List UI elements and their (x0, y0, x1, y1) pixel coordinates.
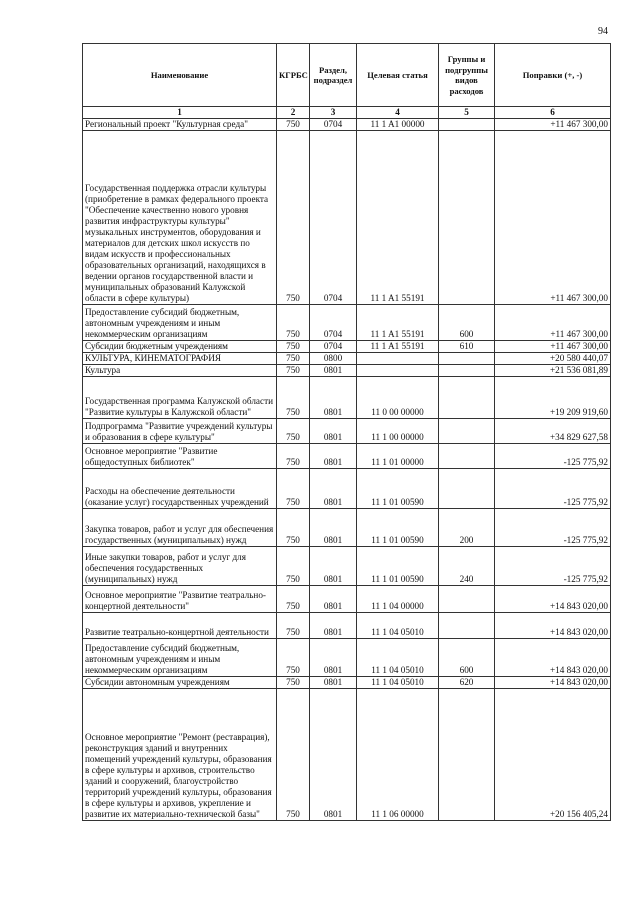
row-name: Иные закупки товаров, работ и услуг для обеспечения государственных (муниципальных) нужд (83, 547, 277, 586)
row-kgrbs: 750 (277, 365, 310, 377)
row-name: Региональный проект "Культурная среда" (83, 119, 277, 131)
header-name: Наименование (83, 44, 277, 107)
row-section: 0704 (310, 131, 357, 305)
row-target: 11 1 04 05010 (357, 613, 439, 639)
row-group: 600 (439, 305, 495, 341)
row-group: 240 (439, 547, 495, 586)
column-number: 4 (357, 107, 439, 119)
header-kgrbs: КГРБС (277, 44, 310, 107)
row-kgrbs: 750 (277, 131, 310, 305)
row-target (357, 353, 439, 365)
table-row (83, 444, 611, 469)
row-name: Субсидии автономным учреждениям (83, 677, 277, 689)
row-target: 11 1 04 05010 (357, 677, 439, 689)
table-row (83, 119, 611, 131)
row-name: Субсидии бюджетным учреждениям (83, 341, 277, 353)
row-group: 610 (439, 341, 495, 353)
row-amount: +14 843 020,00 (495, 586, 611, 613)
row-section: 0704 (310, 341, 357, 353)
table-row (83, 509, 611, 547)
row-target: 11 1 01 00590 (357, 547, 439, 586)
table-row (83, 131, 611, 305)
header-target: Целевая статья (357, 44, 439, 107)
table-row (83, 547, 611, 586)
table-row (83, 305, 611, 341)
row-amount: -125 775,92 (495, 469, 611, 509)
row-kgrbs: 750 (277, 547, 310, 586)
table-row (83, 586, 611, 613)
column-number: 5 (439, 107, 495, 119)
row-section: 0801 (310, 639, 357, 677)
row-name: Культура (83, 365, 277, 377)
row-amount: +14 843 020,00 (495, 613, 611, 639)
row-amount: +34 829 627,58 (495, 419, 611, 444)
column-number: 2 (277, 107, 310, 119)
row-target (357, 365, 439, 377)
row-section: 0801 (310, 689, 357, 821)
row-name: Подпрограмма "Развитие учреждений культуры и образования в сфере культуры" (83, 419, 277, 444)
header-groups: Группы и подгруппы видов расходов (439, 44, 495, 107)
row-amount: +14 843 020,00 (495, 677, 611, 689)
row-kgrbs: 750 (277, 677, 310, 689)
row-amount: +11 467 300,00 (495, 305, 611, 341)
row-section: 0801 (310, 444, 357, 469)
row-group: 620 (439, 677, 495, 689)
row-group (439, 419, 495, 444)
row-amount: +21 536 081,89 (495, 365, 611, 377)
row-group (439, 365, 495, 377)
row-section: 0801 (310, 586, 357, 613)
row-target: 11 1 01 00590 (357, 509, 439, 547)
row-target: 11 1 A1 55191 (357, 305, 439, 341)
row-kgrbs: 750 (277, 305, 310, 341)
row-group (439, 353, 495, 365)
row-amount: +11 467 300,00 (495, 119, 611, 131)
column-number: 1 (83, 107, 277, 119)
row-kgrbs: 750 (277, 444, 310, 469)
row-section: 0801 (310, 613, 357, 639)
row-group (439, 586, 495, 613)
row-section: 0801 (310, 677, 357, 689)
row-target: 11 0 00 00000 (357, 377, 439, 419)
header-amendments: Поправки (+, -) (495, 44, 611, 107)
row-group (439, 444, 495, 469)
row-target: 11 1 00 00000 (357, 419, 439, 444)
row-kgrbs: 750 (277, 119, 310, 131)
table-row (83, 639, 611, 677)
row-amount: +19 209 919,60 (495, 377, 611, 419)
row-section: 0801 (310, 547, 357, 586)
row-kgrbs: 750 (277, 689, 310, 821)
row-section: 0704 (310, 305, 357, 341)
row-name: Расходы на обеспечение деятельности (оказание услуг) государственных учреждений (83, 469, 277, 509)
row-group (439, 119, 495, 131)
row-section: 0801 (310, 377, 357, 419)
table-header-row (83, 44, 611, 107)
table-row (83, 689, 611, 821)
row-group (439, 377, 495, 419)
budget-amendments-table (82, 43, 611, 821)
row-name: Основное мероприятие "Развитие общедоступных библиотек" (83, 444, 277, 469)
row-amount: +11 467 300,00 (495, 341, 611, 353)
row-name: Предоставление субсидий бюджетным, автономным учреждениям и иным некоммерческим организациям (83, 305, 277, 341)
row-section: 0801 (310, 419, 357, 444)
row-group (439, 469, 495, 509)
row-group: 600 (439, 639, 495, 677)
row-amount: -125 775,92 (495, 547, 611, 586)
row-group (439, 131, 495, 305)
row-section: 0801 (310, 509, 357, 547)
row-target: 11 1 A1 55191 (357, 341, 439, 353)
header-section: Раздел, подраздел (310, 44, 357, 107)
row-kgrbs: 750 (277, 469, 310, 509)
row-kgrbs: 750 (277, 639, 310, 677)
table-row (83, 613, 611, 639)
row-kgrbs: 750 (277, 586, 310, 613)
table-row (83, 341, 611, 353)
row-kgrbs: 750 (277, 353, 310, 365)
table-row (83, 677, 611, 689)
table-row (83, 377, 611, 419)
row-amount: -125 775,92 (495, 509, 611, 547)
row-section: 0800 (310, 353, 357, 365)
row-group (439, 613, 495, 639)
row-target: 11 1 04 00000 (357, 586, 439, 613)
page-number: 94 (598, 26, 608, 37)
row-name: Закупка товаров, работ и услуг для обеспечения государственных (муниципальных) нужд (83, 509, 277, 547)
row-target: 11 1 01 00000 (357, 444, 439, 469)
table-row (83, 365, 611, 377)
row-amount: +11 467 300,00 (495, 131, 611, 305)
row-section: 0801 (310, 365, 357, 377)
row-section: 0704 (310, 119, 357, 131)
row-name: Основное мероприятие "Ремонт (реставрация), реконструкция зданий и внутренних помещений учреждений культуры, образования в сфере культуры и архивов, строительство зданий и сооружений, благоустройство территорий учреждений культуры, образования в сфере культуры и архивов, укрепление и развитие их материально-технической базы" (83, 689, 277, 821)
row-name: Развитие театрально-концертной деятельности (83, 613, 277, 639)
row-target: 11 1 01 00590 (357, 469, 439, 509)
row-target: 11 1 04 05010 (357, 639, 439, 677)
row-target: 11 1 A1 00000 (357, 119, 439, 131)
column-number: 6 (495, 107, 611, 119)
row-kgrbs: 750 (277, 419, 310, 444)
row-target: 11 1 A1 55191 (357, 131, 439, 305)
table-row (83, 353, 611, 365)
row-name: Государственная программа Калужской области "Развитие культуры в Калужской области" (83, 377, 277, 419)
row-amount: +20 580 440,07 (495, 353, 611, 365)
row-group: 200 (439, 509, 495, 547)
column-number: 3 (310, 107, 357, 119)
row-target: 11 1 06 00000 (357, 689, 439, 821)
table-row (83, 419, 611, 444)
row-name: Предоставление субсидий бюджетным, автономным учреждениям и иным некоммерческим организациям (83, 639, 277, 677)
row-name: Основное мероприятие "Развитие театрально-концертной деятельности" (83, 586, 277, 613)
row-amount: +14 843 020,00 (495, 639, 611, 677)
row-group (439, 689, 495, 821)
row-name: КУЛЬТУРА, КИНЕМАТОГРАФИЯ (83, 353, 277, 365)
row-amount: +20 156 405,24 (495, 689, 611, 821)
row-amount: -125 775,92 (495, 444, 611, 469)
row-kgrbs: 750 (277, 613, 310, 639)
column-number-row (83, 107, 611, 119)
row-kgrbs: 750 (277, 377, 310, 419)
row-kgrbs: 750 (277, 341, 310, 353)
row-name: Государственная поддержка отрасли культуры (приобретение в рамках федерального проекта "Обеспечение качественно нового уровня развития инфраструктуры культуры" музыкальных инструментов, оборудования и материалов для детских школ искусств по видам искусств и профессиональных образовательных организаций, находящихся в ведении органов государственной власти и муниципальных образований Калужской области в сфере культуры) (83, 131, 277, 305)
row-kgrbs: 750 (277, 509, 310, 547)
table-row (83, 469, 611, 509)
row-section: 0801 (310, 469, 357, 509)
